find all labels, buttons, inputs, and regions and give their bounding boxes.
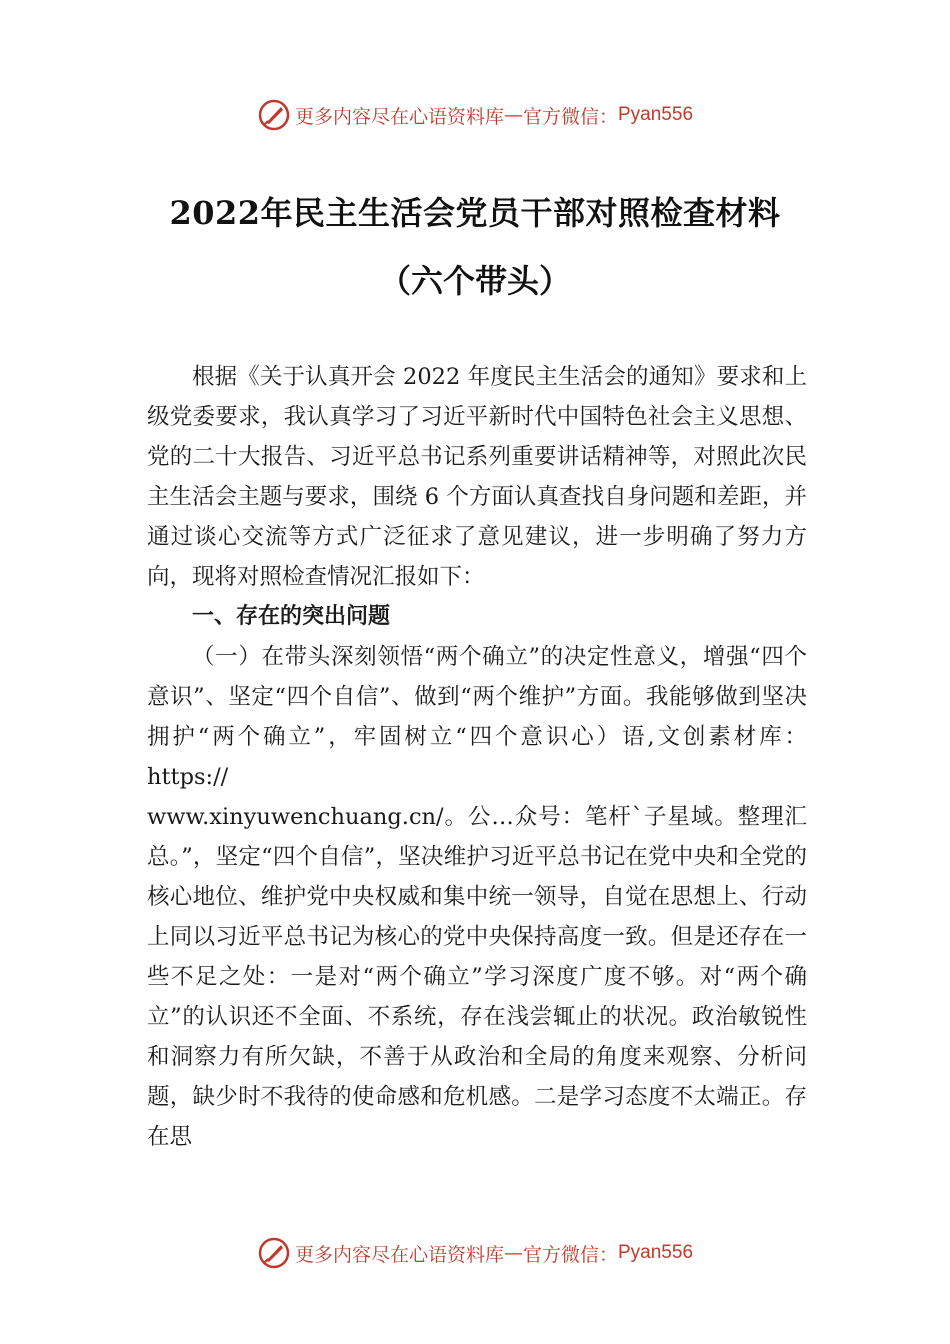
watermark-wechat-id: Pyan556 bbox=[618, 1242, 694, 1263]
section-heading: 一、存在的突出问题 bbox=[192, 604, 391, 629]
document-body bbox=[147, 357, 807, 1157]
paragraph-1-part-2: www.xinyuwenchuang.cn/。公…众号：笔杆`子星域。整理汇总。”，坚定“四个自信”，坚决维护习近平总书记在党中央和全党的核心地位、维护党中央权威和集中统一领导，自觉在思想上、行动上同以习近平总书记为核心的党中央保持高度一致。但是还存在一些不足之处：一是对“两个确立”学习深度广度不够。对“两个确立”的认识还不全面、不系统，存在浅尝辄止的状况。政治敏锐性和洞察力有所欠缺，不善于从政治和全局的角度来观察、分析问题，缺少时不我待的使命感和危机感。二是学习态度不太端正。存在思 bbox=[147, 804, 807, 1150]
paragraph-1-part-1: （一）在带头深刻领悟“两个确立”的决定性意义，增强“四个意识”、坚定“四个自信”、做到“两个维护”方面。我能够做到坚决拥护“两个确立”，牢固树立“四个意识心）语,文创素材库：https:// bbox=[147, 644, 807, 790]
watermark-wechat-label: 官方微信： bbox=[522, 105, 618, 128]
watermark-banner-bottom bbox=[0, 1233, 950, 1273]
watermark-wechat-label: 官方微信： bbox=[522, 1243, 618, 1266]
watermark-brand: 更多内容尽在心语资料库 bbox=[294, 105, 504, 128]
watermark-separator: — bbox=[503, 104, 523, 126]
watermark-brand: 更多内容尽在心语资料库 bbox=[294, 1243, 504, 1266]
quill-logo-icon bbox=[257, 1236, 291, 1270]
quill-logo-icon bbox=[257, 98, 291, 132]
document-subtitle: （六个带头） bbox=[378, 262, 571, 300]
watermark-banner-top bbox=[0, 95, 950, 135]
document-title: 2022年民主生活会党员干部对照检查材料 bbox=[169, 194, 781, 232]
intro-paragraph: 根据《关于认真开会 2022 年度民主生活会的通知》要求和上级党委要求，我认真学习了习近平新时代中国特色社会主义思想、党的二十大报告、习近平总书记系列重要讲话精神等，对照此次民主生活会主题与要求，围绕 6 个方面认真查找自身问题和差距，并通过谈心交流等方式广泛征求了意见建议，进一步明确了努力方向，现将对照检查情况汇报如下： bbox=[147, 364, 807, 590]
watermark-separator: — bbox=[503, 1242, 523, 1264]
watermark-wechat-id: Pyan556 bbox=[618, 104, 694, 125]
